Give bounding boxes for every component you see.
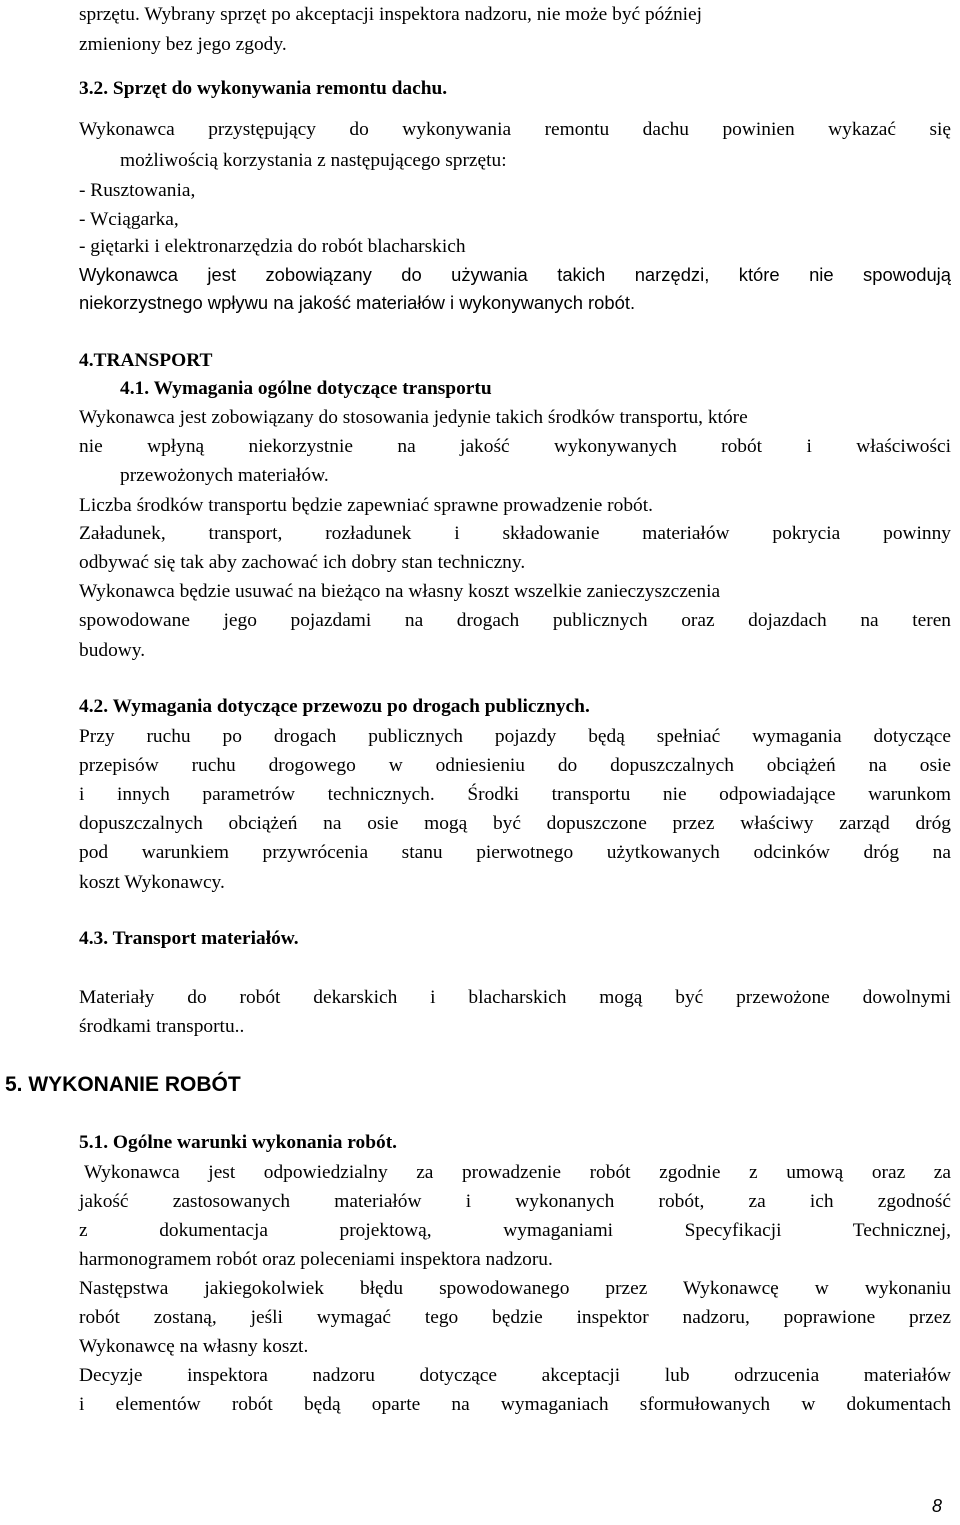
paragraph-line: koszt Wykonawcy. <box>79 872 225 893</box>
paragraph-line: przepisów ruchu drogowego w odniesieniu do dopuszczalnych obciążeń na osie <box>79 755 951 776</box>
section-heading-4: 4.TRANSPORT <box>79 350 213 371</box>
section-heading-3-2: 3.2. Sprzęt do wykonywania remontu dachu. <box>79 78 448 99</box>
paragraph-line: odbywać się tak aby zachować ich dobry stan techniczny. <box>79 552 526 573</box>
paragraph-line: Następstwa jakiegokolwiek błędu spowodowanego przez Wykonawcę w wykonaniu <box>79 1278 951 1299</box>
paragraph-line: nie wpłyną niekorzystnie na jakość wykonywanych robót i właściwości <box>79 436 951 457</box>
paragraph-line: Materiały do robót dekarskich i blacharskich mogą być przewożone dowolnymi <box>79 987 951 1008</box>
paragraph-line: możliwością korzystania z następującego sprzętu: <box>120 150 507 171</box>
paragraph-line: Wykonawcę na własny koszt. <box>79 1336 309 1357</box>
section-heading-5: 5. WYKONANIE ROBÓT <box>5 1073 241 1096</box>
paragraph-line: pod warunkiem przywrócenia stanu pierwotnego użytkowanych odcinków dróg na <box>79 842 951 863</box>
paragraph-line: Wykonawca jest zobowiązany do stosowania jedynie takich środków transportu, które <box>79 407 748 428</box>
paragraph-line: przewożonych materiałów. <box>120 465 329 486</box>
paragraph-line: środkami transportu.. <box>79 1016 245 1037</box>
list-item: - Rusztowania, <box>79 180 196 201</box>
paragraph-line: Załadunek, transport, rozładunek i składowanie materiałów pokrycia powinny <box>79 523 951 544</box>
paragraph-line: niekorzystnego wpływu na jakość materiałów i wykonywanych robót. <box>79 292 636 313</box>
paragraph-line: dopuszczalnych obciążeń na osie mogą być dopuszczone przez właściwy zarząd dróg <box>79 813 951 834</box>
paragraph-line: Wykonawca jest odpowiedzialny za prowadzenie robót zgodnie z umową oraz za <box>84 1162 951 1183</box>
paragraph-line: Wykonawca będzie usuwać na bieżąco na własny koszt wszelkie zanieczyszczenia <box>79 581 721 602</box>
paragraph-line: jakość zastosowanych materiałów i wykonanych robót, za ich zgodność <box>79 1191 951 1212</box>
list-item: - Wciągarka, <box>79 209 179 230</box>
paragraph-line: z dokumentacja projektową, wymaganiami Specyfikacji Technicznej, <box>79 1220 951 1241</box>
paragraph-line: Przy ruchu po drogach publicznych pojazdy będą spełniać wymagania dotyczące <box>79 726 951 747</box>
paragraph-line: Wykonawca przystępujący do wykonywania remontu dachu powinien wykazać się <box>79 119 951 140</box>
paragraph-line: sprzętu. Wybrany sprzęt po akceptacji inspektora nadzoru, nie może być później <box>79 4 703 25</box>
paragraph-line: i elementów robót będą oparte na wymaganiach sformułowanych w dokumentach <box>79 1394 951 1415</box>
paragraph-line: spowodowane jego pojazdami na drogach publicznych oraz dojazdach na teren <box>79 610 951 631</box>
paragraph-line: Liczba środków transportu będzie zapewniać sprawne prowadzenie robót. <box>79 495 653 516</box>
section-heading-5-1: 5.1. Ogólne warunki wykonania robót. <box>79 1132 398 1153</box>
paragraph-line: Decyzje inspektora nadzoru dotyczące akceptacji lub odrzucenia materiałów <box>79 1365 951 1386</box>
list-item: - giętarki i elektronarzędzia do robót blacharskich <box>79 236 466 257</box>
page-number: 8 <box>932 1496 943 1516</box>
paragraph-line: budowy. <box>79 640 146 661</box>
section-heading-4-2: 4.2. Wymagania dotyczące przewozu po drogach publicznych. <box>79 696 590 717</box>
paragraph-line: zmieniony bez jego zgody. <box>79 34 287 55</box>
paragraph-line: harmonogramem robót oraz poleceniami inspektora nadzoru. <box>79 1249 553 1270</box>
paragraph-line: robót zostaną, jeśli wymagać tego będzie inspektor nadzoru, poprawione przez <box>79 1307 951 1328</box>
section-heading-4-3: 4.3. Transport materiałów. <box>79 928 299 949</box>
section-heading-4-1: 4.1. Wymagania ogólne dotyczące transportu <box>120 378 492 399</box>
paragraph-line: i innych parametrów technicznych. Środki transportu nie odpowiadające warunkom <box>79 784 951 805</box>
paragraph-line: Wykonawca jest zobowiązany do używania takich narzędzi, które nie spowodują <box>79 264 951 285</box>
